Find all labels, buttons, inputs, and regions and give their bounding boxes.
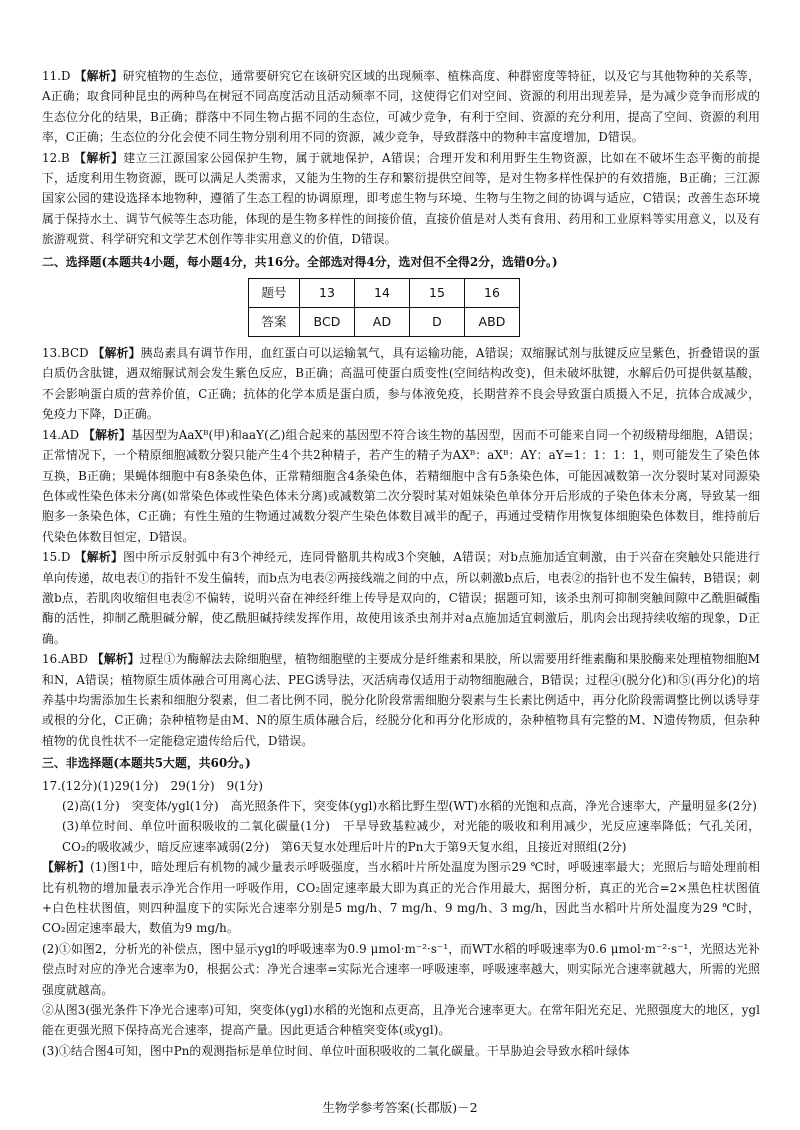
question-15 (42, 547, 760, 649)
analysis-tag: 【解析】 (83, 427, 131, 442)
question-17-answer-3: (3)单位时间、单位叶面积吸收的二氧化碳量(1分) 干旱导致基粒减少，对光能的吸收和利用减少，光反应速率降低；气孔关闭，CO₂的吸收减少，暗反应速率减弱(2分) 第6天复水处理后叶片的Pn大于第9天复水组，且接近对照组(2分) (62, 819, 760, 854)
question-13 (42, 343, 760, 425)
question-16 (42, 649, 760, 751)
question-17-analysis-1 (42, 857, 760, 939)
answer-table-answer: D (410, 308, 465, 337)
question-17-analysis-4: (3)①结合图4可知，图中Pn的观测指标是单位时间、单位叶面积吸收的二氧化碳量。干旱胁迫会导致水稻叶绿体 (42, 1043, 630, 1058)
question-14-text: 基因型为AaXᴮ(甲)和aaY(乙)组合起来的基因型不符合该生物的基因型，因而不可能来自同一个初级精母细胞，A错误；正常情况下，一个精原细胞减数分裂只能产生4个共2种精子，若产生的精子为AXᴮ：aXᴮ：AY：aY=1：1：1：1，则可能发生了染色体互换，B正确；果蝇体细胞中有8条染色体，正常精细胞含4条染色体，若精细胞中含有5条染色体，可能因减数第一次分裂时某对同源染色体或性染色体未分离(如常染色体或性染色体未分离)或减数第二次分裂时某对姐妹染色单体分开后形成的子染色体未分离，导致某一细胞多一条染色体，C正确；有性生殖的生物通过减数分裂产生染色体数目减半的配子，再通过受精作用恢复体细胞染色体数目，维持前后代染色体数目恒定，D错误。 (42, 427, 760, 544)
analysis-tag: 【解析】 (74, 550, 124, 565)
analysis-tag: 【解析】 (92, 346, 141, 361)
question-12-text: 建立三江源国家公园保护生物，属于就地保护，A错误；合理开发和利用野生生物资源，比如在不破坏生态平衡的前提下，适度利用生物资源，既可以满足人类需求，又能为生物的生存和繁衍提供空间等，是对生物多样性保护的有效措施，B正确；三江源国家公园的建设选择本地物种，遵循了生态工程的协调原理，即考虑生物与环境、生物与生物之间的协调与适应，C错误；改善生态环境属于保持水土、调节气候等生态功能，体现的是生物多样性的间接价值，直接价值是对人类有食用、药用和工业原料等实用意义，以及有旅游观赏、科学研究和文学艺术创作等非实用意义的价值，D错误。 (42, 150, 760, 247)
question-11-label: 11.D (42, 69, 71, 83)
page-content (42, 66, 760, 1061)
answer-table-number: 13 (300, 279, 355, 308)
question-17-label: 17. (42, 778, 62, 793)
question-17-analysis-2: (2)①如图2，分析光的补偿点，图中显示ygl的呼吸速率为0.9 μmol·m⁻²·s⁻¹，而WT水稻的呼吸速率为0.6 μmol·m⁻²·s⁻¹，光照达光补偿点时对应的净光合速率为0，根据公式：净光合速率=实际光合速率一呼吸速率，呼吸速率越大，则实际光合速率就越大，所需的光照强度就越高。 (42, 941, 760, 997)
answer-table-number: 16 (465, 279, 520, 308)
answer-table-answer: BCD (300, 308, 355, 337)
answer-table-answer-label: 答案 (249, 308, 300, 337)
answer-table (248, 278, 520, 337)
analysis-tag: 【解析】 (74, 69, 123, 83)
answer-table-number: 15 (410, 279, 465, 308)
question-13-text: 胰岛素具有调节作用，血红蛋白可以运输氧气，具有运输功能，A错误；双缩脲试剂与肽键反应呈紫色，折叠错误的蛋白质仍含肽键，遇双缩脲试剂会发生紫色反应，B正确；高温可使蛋白质变性(空间结构改变)，但未破坏肽键，水解后仍可提供氨基酸，不会影响蛋白质的营养价值，C正确；抗体的化学本质是蛋白质，参与体液免疫，长期营养不良会导致蛋白质摄入不足，抗体合成减少，免疫力下降，D正确。 (42, 346, 760, 422)
question-14-label: 14.AD (42, 427, 80, 442)
question-15-label: 15.D (42, 550, 71, 565)
section-2-heading: 二、选择题(本题共4小题，每小题4分，共16分。全部选对得4分，选对但不全得2分，选错0分。) (42, 254, 558, 269)
question-17-answer-2: (2)高(1分) 突变体/ygl(1分) 高光照条件下，突变体(ygl)水稻比野生型(WT)水稻的光饱和点高，净光合速率大，产量明显多(2分) (62, 799, 757, 813)
question-16-label: 16.ABD (42, 652, 89, 667)
page-footer: 生物学参考答案(长郡版)－2 (322, 1100, 478, 1115)
question-12-label: 12.B (42, 150, 70, 165)
analysis-tag: 【解析】 (42, 860, 91, 875)
analysis-tag: 【解析】 (91, 652, 140, 667)
question-11 (42, 66, 760, 148)
question-15-text: 图中所示反射弧中有3个神经元，连同骨骼肌共构成3个突触，A错误；对b点施加适宜刺激，由于兴奋在突触处只能进行单向传递，故电表①的指针不发生偏转，而b点为电表②两接线端之间的中点，所以刺激b点后，电表②的指针也不发生偏转，B错误；刺激b点，若肌肉收缩但电表②不偏转，说明兴奋在神经纤维上传导是双向的，C错误；据题可知，该杀虫剂可抑制突触间隙中乙酰胆碱酯酶的活性，抑制乙酰胆碱分解，使乙酰胆碱持续发挥作用，故使用该杀虫剂并对a点施加适宜刺激后，肌肉会出现持续收缩的现象，D正确。 (42, 550, 760, 646)
question-17-answer-1: (12分)(1)29(1分) 29(1分) 9(1分) (61, 778, 264, 793)
answer-table-answer-row (249, 308, 520, 337)
answer-table-header-label: 题号 (249, 279, 300, 308)
question-13-label: 13.BCD (42, 346, 89, 361)
answer-table-answer: AD (355, 308, 410, 337)
question-14 (42, 425, 760, 547)
question-12 (42, 148, 760, 250)
question-17-line-1 (42, 776, 760, 796)
answer-table-number-row (249, 279, 520, 308)
question-17-analysis-text: (1)图1中，暗处理后有机物的减少量表示呼吸强度，当水稻叶片所处温度为图示29 ℃时，呼吸速率最大；光照后与暗处理前相比有机物的增加量表示净光合作用一呼吸作用，CO₂固定速率最大即为真正的光合作用最大，据图分析，真正的光合=2×黑色柱状图值+白色柱状图值，则四种温度下的实际光合速率分别是5 mg/h、7 mg/h、9 mg/h、3 mg/h，因此当水稻叶片所处温度为29 ℃时，CO₂固定速率最大，数值为9 mg/h。 (42, 860, 761, 936)
question-16-text: 过程①为酶解法去除细胞壁，植物细胞壁的主要成分是纤维素和果胶，所以需要用纤维素酶和果胶酶来处理植物细胞M和N，A错误；植物原生质体融合可用离心法、PEG诱导法，灭活病毒仅适用于动物细胞融合，B错误；过程④(脱分化)和⑤(再分化)的培养基中均需添加生长素和细胞分裂素，但二者比例不同，脱分化阶段常需细胞分裂素与生长素比例适中，再分化阶段需调整比例以诱导芽或根的分化，C正确；杂种植物是由M、N的原生质体融合后，经脱分化和再分化形成的，杂种植物具有完整的M、N遗传物质，但杂种植物的优良性状不一定能稳定遗传给后代，D错误。 (42, 652, 760, 748)
answer-table-number: 14 (355, 279, 410, 308)
analysis-tag: 【解析】 (74, 150, 124, 165)
answer-table-answer: ABD (465, 308, 520, 337)
question-11-text: 研究植物的生态位，通常要研究它在该研究区域的出现频率、植株高度、种群密度等特征，以及它与其他物种的关系等，A正确；取食同种昆虫的两种鸟在树冠不同高度活动且活动频率不同，这使得它们对空间、资源的利用出现差异，是为减少竞争而形成的生态位分化的结果，B正确；群落中不同生物占据不同的生态位，可减少竞争，有利于空间、资源的充分利用，提高了空间、资源的利用率，C正确；生态位的分化会使不同生物分别利用不同的资源，减少竞争，导致群落中的物种丰富度增加，D错误。 (42, 69, 760, 145)
question-17-analysis-3: ②从图3(强光条件下净光合速率)可知，突变体(ygl)水稻的光饱和点更高，且净光合速率更大。在常年阳光充足、光照强度大的地区，ygl能在更强光照下保持高光合速率，提高产量。因此更适合种植突变体(或ygl)。 (42, 1003, 760, 1038)
section-3-heading: 三、非选择题(本题共5大题，共60分。) (42, 756, 251, 771)
